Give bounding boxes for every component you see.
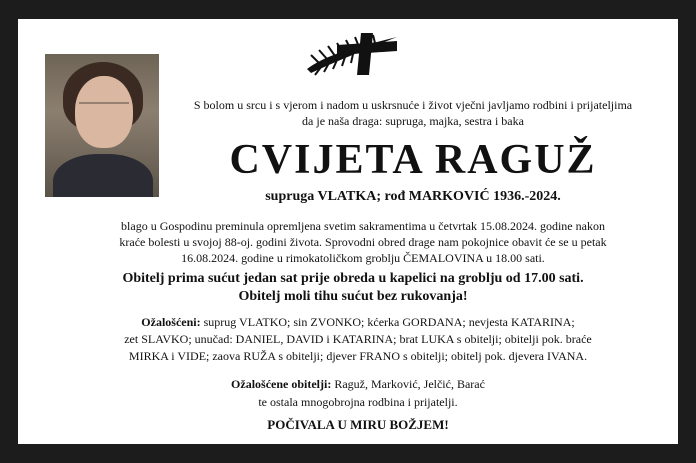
families-line: Raguž, Marković, Jelčić, Barać — [331, 377, 485, 391]
intro-text — [168, 97, 658, 129]
paragraph-line: 16.08.2024. godine u rimokatoličkom groblju ČEMALOVINA u 18.00 sati. — [181, 251, 545, 265]
intro-line: S bolom u srcu i s vjerom i nadom u uskrsnuće i život vječni javljamo rodbini i prijateljima — [193, 98, 633, 112]
families-line: te ostala mnogobrojna rodbina i prijatelji. — [258, 395, 458, 409]
mourners-line: MIRKA i VIDE; zaova RUŽA s obitelji; djever FRANO s obitelji; obitelj pok. djevera IVANA. — [128, 349, 588, 363]
paragraph-line: kraće bolesti u svojoj 88-oj. godini života. Sprovodni obred drage nam pokojnice obavit će se u petak — [119, 235, 607, 249]
deceased-name: CVIJETA RAGUŽ — [229, 137, 597, 183]
families-list — [58, 375, 658, 411]
condolence-line: Obitelj moli tihu sućut bez rukovanja! — [238, 289, 468, 304]
condolence-notice — [48, 270, 658, 306]
obituary-card — [18, 19, 678, 444]
closing-line: POČIVALA U MIRU BOŽJEM! — [267, 417, 449, 432]
families-label: Ožalošćene obitelji: — [231, 377, 332, 391]
mourners-label: Ožalošćeni: — [141, 315, 201, 329]
paragraph-line: blago u Gospodinu preminula opremljena svetim sakramentima u četvrtak 15.08.2024. godine nakon — [121, 219, 605, 233]
intro-line: da je naša draga: supruga, majka, sestra i baka — [302, 114, 524, 128]
deceased-subtitle: supruga VLATKA; rođ MARKOVIĆ 1936.-2024. — [265, 189, 561, 204]
mourners-line: suprug VLATKO; sin ZVONKO; kćerka GORDANA; nevjesta KATARINA; — [200, 315, 575, 329]
portrait-photo — [45, 54, 159, 197]
announcement-paragraph — [68, 218, 658, 266]
cross-with-palm-icon — [297, 29, 409, 81]
condolence-line: Obitelj prima sućut jedan sat prije obreda u kapelici na groblju od 17.00 sati. — [122, 271, 584, 286]
mourners-list — [58, 314, 658, 365]
mourners-line: zet SLAVKO; unučad: DANIEL, DAVID i KATARINA; brat LUKA s obitelji; obitelji pok. braće — [124, 332, 592, 346]
